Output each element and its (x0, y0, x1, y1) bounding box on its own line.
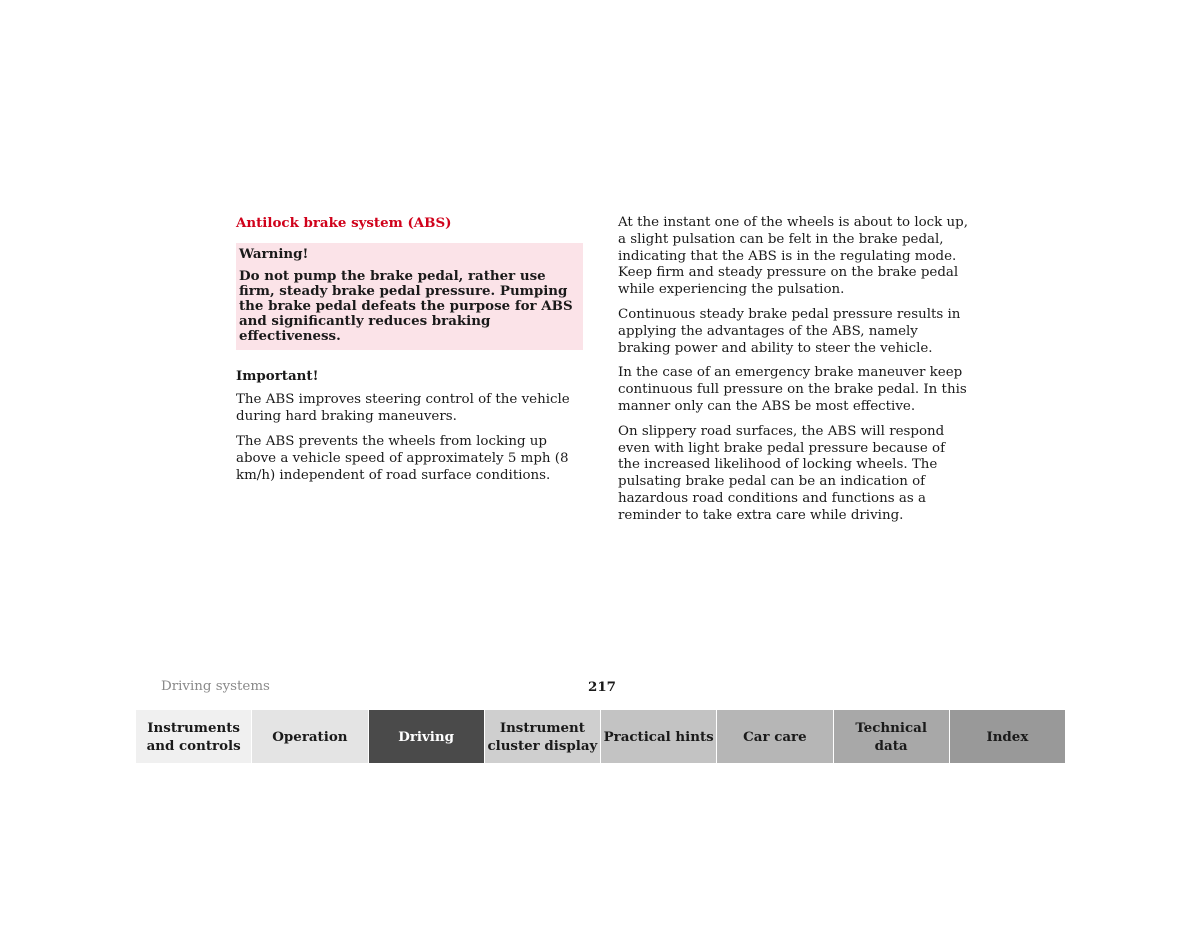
warning-title: Warning! (239, 245, 309, 262)
tab-practical-hints[interactable]: Practical hints (601, 710, 717, 763)
paragraph: Continuous steady brake pedal pressure results in applying the advantages of the ABS, namely braking power and ability to steer the vehicle. (618, 306, 961, 356)
footer-section-name: Driving systems (161, 679, 270, 694)
tab-instrument-cluster-display[interactable]: Instrument cluster display (485, 710, 601, 763)
tab-driving[interactable]: Driving (369, 710, 485, 763)
paragraph: In the case of an emergency brake maneuver keep continuous full pressure on the brake pedal. In this manner only can the ABS be most effective. (618, 365, 967, 414)
tab-car-care[interactable]: Car care (717, 710, 833, 763)
page-number: 217 (588, 679, 616, 695)
tab-index[interactable]: Index (950, 710, 1065, 763)
tab-instruments-and-controls[interactable]: Instruments and controls (136, 710, 252, 763)
warning-text: Do not pump the brake pedal, rather use firm, steady brake pedal pressure. Pumping the brake pedal defeats the purpose for ABS and significantly reduces braking effectiveness. (239, 267, 573, 345)
paragraph: The ABS prevents the wheels from locking up above a vehicle speed of approximately 5 mph (8 km/h) independent of road surface conditions. (236, 434, 569, 483)
chapter-navigation (136, 710, 1065, 763)
tab-technical-data[interactable]: Technical data (834, 710, 950, 763)
left-column (236, 215, 586, 492)
paragraph: On slippery road surfaces, the ABS will respond even with light brake pedal pressure because of the increased likelihood of locking wheels. The pulsating brake pedal can be an indication of hazardous road conditions and functions as a reminder to take extra care while driving. (618, 423, 946, 523)
warning-box (236, 243, 583, 350)
paragraph: The ABS improves steering control of the vehicle during hard braking maneuvers. (236, 392, 570, 425)
paragraph: At the instant one of the wheels is about to lock up, a slight pulsation can be felt in the brake pedal, indicating that the ABS is in the regulating mode. Keep firm and steady pressure on the brake pedal while experiencing the pulsation. (618, 215, 968, 298)
tab-operation[interactable]: Operation (252, 710, 368, 763)
right-column (618, 215, 968, 533)
important-title: Important! (236, 367, 319, 384)
section-title: Antilock brake system (ABS) (236, 215, 452, 231)
